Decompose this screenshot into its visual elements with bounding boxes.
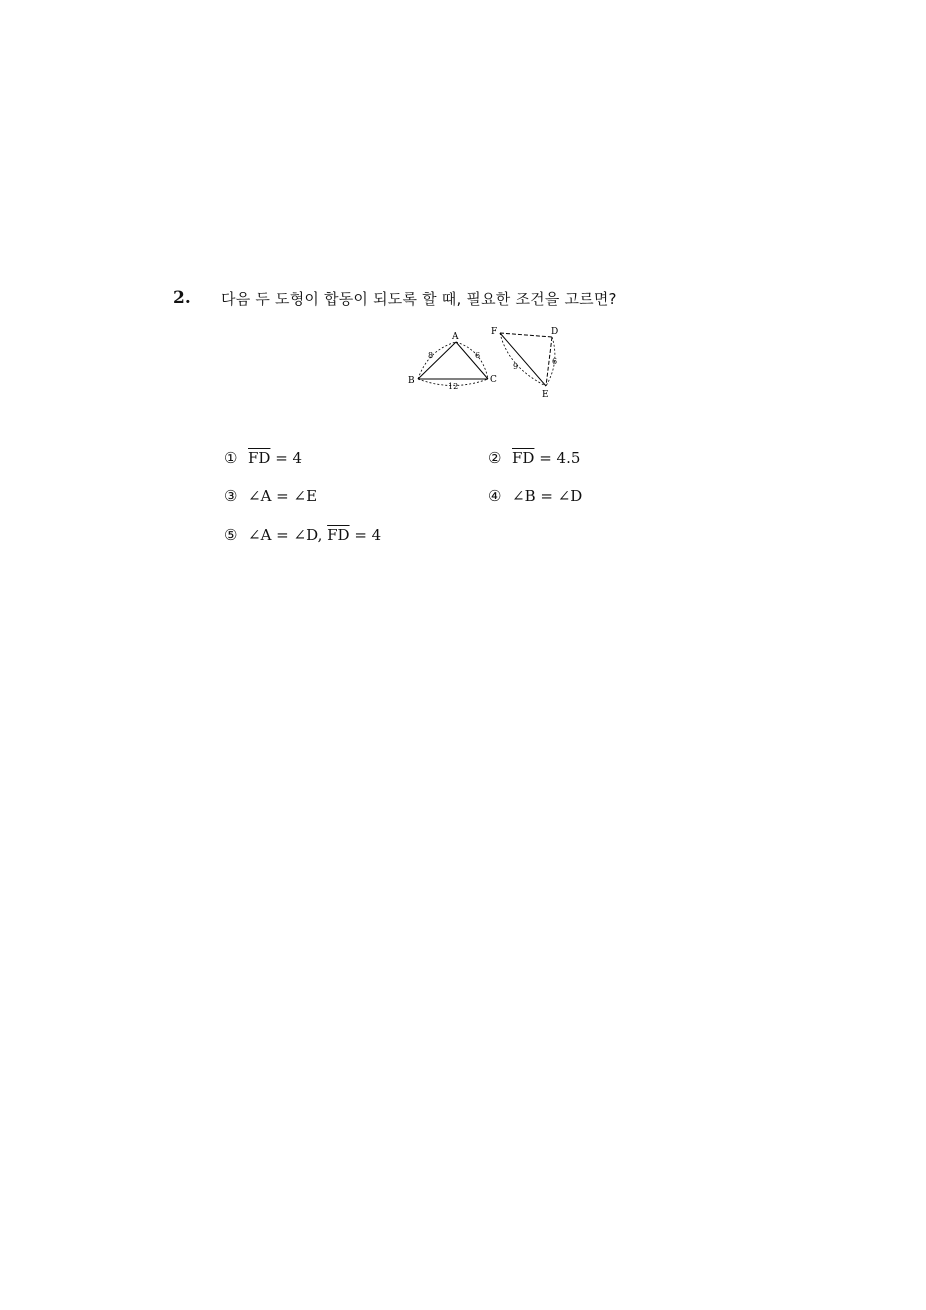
segment-label: $\overline{FD}$ <box>248 449 271 467</box>
choice-marker: ② <box>488 449 502 467</box>
triangle-abc <box>418 342 488 386</box>
choice-text-pre: ∠A = ∠D, <box>248 526 328 544</box>
choice-marker: ① <box>224 449 238 467</box>
triangle-figure <box>400 322 570 402</box>
side-fe <box>500 333 546 386</box>
label-f: F <box>491 327 498 337</box>
label-d: D <box>551 327 559 337</box>
label-ac: 6 <box>475 351 481 360</box>
label-c: C <box>490 375 497 385</box>
label-de: 6 <box>552 357 558 366</box>
label-ab: 8 <box>428 351 434 360</box>
choice-5[interactable] <box>224 526 381 544</box>
choice-text-pre: ∠A = ∠E <box>248 487 318 505</box>
choice-text-pre: ∠B = ∠D <box>512 487 583 505</box>
choice-marker: ③ <box>224 487 238 505</box>
label-b: B <box>408 376 415 386</box>
choice-1[interactable] <box>224 449 302 467</box>
label-ef: 9 <box>513 362 519 371</box>
choice-text-post: = 4 <box>270 449 303 467</box>
choice-marker: ④ <box>488 487 502 505</box>
question-text: 다음 두 도형이 합동이 되도록 할 때, 필요한 조건을 고르면? <box>221 290 617 308</box>
choice-3[interactable] <box>224 487 317 505</box>
choice-marker: ⑤ <box>224 526 238 544</box>
side-fd <box>500 333 552 337</box>
triangle-def <box>500 333 558 386</box>
choice-4[interactable] <box>488 487 582 505</box>
side-ab <box>418 342 456 379</box>
choice-2[interactable] <box>488 449 580 467</box>
segment-label: $\overline{FD}$ <box>512 449 535 467</box>
choice-text-post: = 4.5 <box>534 449 581 467</box>
label-a: A <box>452 332 459 342</box>
question-number: 2. <box>173 288 191 308</box>
label-bc: 12 <box>448 382 459 391</box>
choice-text-post: = 4 <box>349 526 382 544</box>
segment-label: $\overline{FD}$ <box>327 526 350 544</box>
side-ac <box>456 342 488 379</box>
label-e: E <box>542 390 549 400</box>
